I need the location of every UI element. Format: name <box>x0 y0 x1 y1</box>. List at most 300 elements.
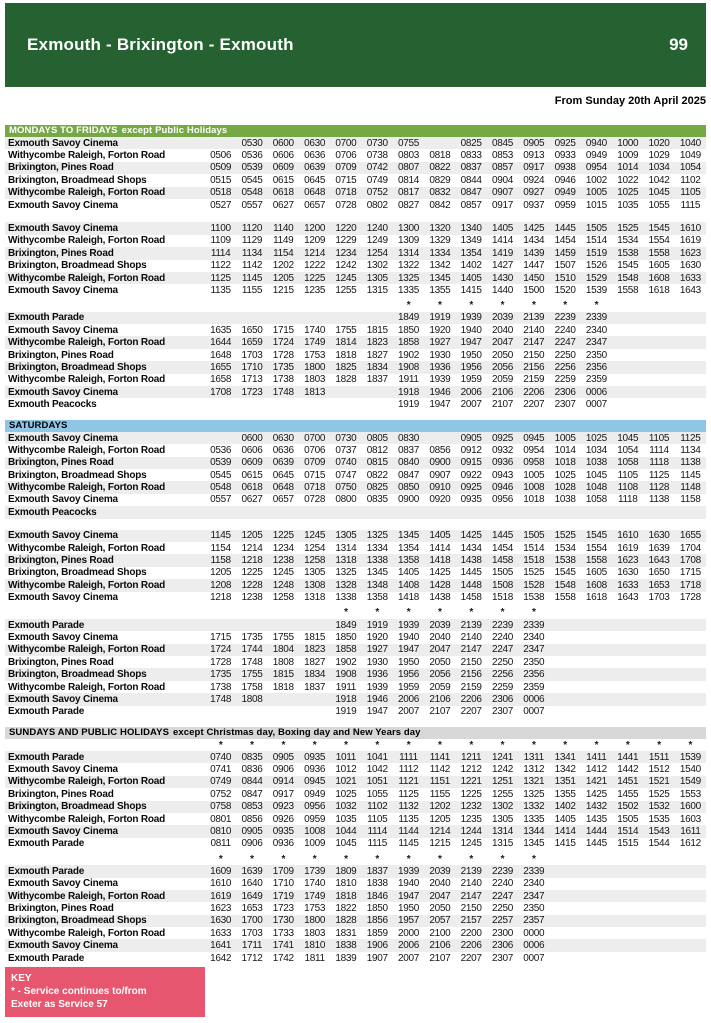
time-cell: 1611 <box>680 826 701 838</box>
time-cell: 2007 <box>398 706 420 718</box>
time-cell: 0817 <box>398 187 420 199</box>
stop-name: Brixington, Pines Road <box>8 247 114 259</box>
time-cell: 0912 <box>460 444 482 456</box>
time-cell: 2140 <box>523 324 545 336</box>
table-row <box>5 284 706 296</box>
time-cell: 0548 <box>210 482 232 494</box>
asterisk-marker: * <box>657 739 661 751</box>
time-cell: 0606 <box>272 150 294 162</box>
time-cell: 1534 <box>617 235 639 247</box>
time-cell: 1858 <box>398 337 420 349</box>
time-cell: 1238 <box>241 592 263 604</box>
time-cell: 1919 <box>366 619 388 631</box>
asterisk-marker: * <box>563 739 567 751</box>
time-cell: 0853 <box>241 801 263 813</box>
time-cell: 2256 <box>491 669 513 681</box>
time-cell: 1712 <box>241 952 263 964</box>
time-cell: 1710 <box>272 878 294 890</box>
time-cell: 1911 <box>335 681 357 693</box>
time-cell: 1154 <box>210 542 231 554</box>
time-cell: 1302 <box>366 260 388 272</box>
time-cell: 0718 <box>304 482 326 494</box>
time-cell: 1118 <box>617 494 638 506</box>
time-cell: 1643 <box>648 555 670 567</box>
time-cell: 1058 <box>585 494 607 506</box>
time-cell: 0949 <box>585 150 607 162</box>
time-cell: 0924 <box>523 174 545 186</box>
time-cell: 2359 <box>523 681 545 693</box>
time-cell: 1425 <box>523 223 545 235</box>
time-cell: 1738 <box>210 681 232 693</box>
time-cell: 1603 <box>679 813 701 825</box>
time-cell: 2239 <box>491 619 513 631</box>
time-cell: 1048 <box>585 482 607 494</box>
time-cell: 0518 <box>210 187 232 199</box>
stop-name: Brixington, Broadmead Shops <box>8 801 147 813</box>
time-cell: 0822 <box>429 162 451 174</box>
time-cell: 1445 <box>554 223 576 235</box>
time-cell: 1055 <box>366 788 388 800</box>
stop-name: Withycombe Raleigh, Forton Road <box>8 187 166 199</box>
time-cell: 1849 <box>398 312 420 324</box>
time-cell: 1749 <box>304 337 326 349</box>
time-cell: 1538 <box>523 592 545 604</box>
time-cell: 0822 <box>366 469 388 481</box>
time-cell: 0545 <box>210 469 232 481</box>
time-cell: 0706 <box>335 150 357 162</box>
time-cell: 1355 <box>554 788 576 800</box>
time-cell: 1458 <box>491 555 513 567</box>
time-cell: 0545 <box>241 174 263 186</box>
asterisk-marker: * <box>469 853 473 865</box>
time-cell: 1850 <box>398 324 420 336</box>
time-cell: 1332 <box>523 801 545 813</box>
time-cell: 1630 <box>648 530 670 542</box>
asterisk-marker: * <box>500 853 505 865</box>
time-cell: 1020 <box>648 137 670 149</box>
time-cell: 1711 <box>241 940 263 952</box>
time-cell: 1505 <box>491 567 513 579</box>
time-cell: 1325 <box>335 567 357 579</box>
time-cell: 1114 <box>210 247 231 259</box>
time-cell: 1740 <box>304 878 326 890</box>
time-cell: 1619 <box>617 542 639 554</box>
section-weekdays <box>5 125 706 411</box>
table-row <box>5 199 706 211</box>
time-cell: 1920 <box>366 631 388 643</box>
time-cell: 1320 <box>429 223 451 235</box>
table-row <box>5 763 706 775</box>
time-cell: 1545 <box>648 223 670 235</box>
table-row <box>5 592 706 604</box>
time-cell: 2247 <box>554 337 576 349</box>
stop-name: Exmouth Parade <box>8 619 85 631</box>
time-cell: 1518 <box>523 555 545 567</box>
time-cell: 1425 <box>585 788 607 800</box>
section-header-saturdays <box>5 420 706 432</box>
time-cell: 1939 <box>460 312 482 324</box>
asterisk-marker: * <box>469 300 473 312</box>
time-cell: 1858 <box>335 644 357 656</box>
asterisk-marker: * <box>438 853 442 865</box>
time-cell: 0935 <box>304 751 326 763</box>
time-cell: 0837 <box>398 444 420 456</box>
time-cell: 1249 <box>366 235 388 247</box>
time-cell: 1345 <box>429 272 451 284</box>
time-cell: 0940 <box>585 137 607 149</box>
time-cell: 1102 <box>367 801 388 813</box>
time-cell: 1045 <box>335 838 357 850</box>
time-cell: 1021 <box>335 776 357 788</box>
time-cell: 1325 <box>523 788 545 800</box>
time-cell: 1415 <box>554 838 576 850</box>
time-cell: 1425 <box>460 530 482 542</box>
time-cell: 1428 <box>429 579 451 591</box>
time-cell: 1054 <box>679 162 701 174</box>
time-cell: 1115 <box>680 199 701 211</box>
time-cell: 0915 <box>460 457 482 469</box>
time-cell: 2356 <box>523 669 545 681</box>
table-row <box>5 336 706 348</box>
time-cell: 2240 <box>554 324 576 336</box>
time-cell: 1709 <box>272 865 294 877</box>
time-cell: 1125 <box>398 788 419 800</box>
stop-name: Exmouth Savoy Cinema <box>8 764 118 776</box>
table-row <box>5 324 706 336</box>
time-cell: 0606 <box>241 444 263 456</box>
time-cell: 1649 <box>241 890 263 902</box>
time-cell: 1748 <box>210 693 232 705</box>
time-cell: 1118 <box>649 457 669 469</box>
time-cell: 0609 <box>241 457 263 469</box>
time-cell: 1827 <box>366 349 388 361</box>
stop-name: Exmouth Savoy Cinema <box>8 386 118 398</box>
time-cell: 2307 <box>491 706 513 718</box>
time-cell: 1205 <box>210 567 232 579</box>
time-cell: 0000 <box>523 927 545 939</box>
time-cell: 1120 <box>241 223 263 235</box>
time-cell: 1218 <box>210 592 232 604</box>
time-cell: 2257 <box>491 915 513 927</box>
time-cell: 1815 <box>366 324 388 336</box>
time-cell: 1635 <box>210 324 232 336</box>
time-cell: 1655 <box>679 530 701 542</box>
time-cell: 1643 <box>617 592 639 604</box>
asterisk-marker: * <box>625 739 630 751</box>
time-cell: 0639 <box>304 162 326 174</box>
time-cell: 1724 <box>210 644 232 656</box>
time-cell: 1212 <box>460 764 482 776</box>
time-cell: 1358 <box>366 592 388 604</box>
time-cell: 0747 <box>335 469 357 481</box>
time-cell: 1215 <box>272 284 294 296</box>
time-cell: 1808 <box>272 656 294 668</box>
stop-name: Brixington, Broadmead Shops <box>8 669 147 681</box>
time-cell: 0956 <box>491 494 513 506</box>
time-cell: 0557 <box>210 494 232 506</box>
time-cell: 2039 <box>491 312 513 324</box>
time-cell: 1242 <box>491 764 513 776</box>
time-cell: 1148 <box>680 482 701 494</box>
time-cell: 1538 <box>554 555 576 567</box>
time-cell: 1919 <box>335 706 357 718</box>
time-cell: 2340 <box>523 878 545 890</box>
time-cell: 1242 <box>335 260 357 272</box>
time-cell: 1235 <box>304 284 326 296</box>
time-cell: 1809 <box>335 865 357 877</box>
time-cell: 1225 <box>304 272 326 284</box>
time-cell: 1125 <box>210 272 231 284</box>
table-row <box>5 554 706 566</box>
time-cell: 1919 <box>398 399 420 411</box>
time-cell: 0907 <box>429 469 451 481</box>
time-cell: 1025 <box>335 788 357 800</box>
time-cell: 1710 <box>241 361 263 373</box>
time-cell: 0938 <box>554 162 576 174</box>
time-cell: 1442 <box>617 764 639 776</box>
time-cell: 1558 <box>648 247 670 259</box>
time-cell: 1425 <box>429 567 451 579</box>
time-cell: 0718 <box>335 187 357 199</box>
time-cell: 1402 <box>554 801 576 813</box>
time-cell: 1950 <box>460 349 482 361</box>
time-cell: 0800 <box>335 494 357 506</box>
time-cell: 1608 <box>585 579 607 591</box>
time-cell: 1225 <box>241 567 263 579</box>
time-cell: 0842 <box>429 199 451 211</box>
route-banner <box>5 3 706 87</box>
time-cell: 1255 <box>335 284 357 296</box>
section-subtitle: except Christmas day, Boxing day and New Years day <box>173 727 421 739</box>
time-cell: 1321 <box>523 776 545 788</box>
time-cell: 1125 <box>680 432 701 444</box>
time-cell: 0937 <box>523 199 545 211</box>
table-row <box>5 631 706 643</box>
time-cell: 1345 <box>366 567 388 579</box>
stop-name: Exmouth Savoy Cinema <box>8 223 118 235</box>
time-cell: 1849 <box>335 619 357 631</box>
time-cell: 0923 <box>272 801 294 813</box>
time-cell: 1300 <box>398 223 420 235</box>
stop-name: Withycombe Raleigh, Forton Road <box>8 272 166 284</box>
time-cell: 1718 <box>679 579 701 591</box>
departure-block <box>5 300 706 411</box>
time-cell: 1505 <box>523 530 545 542</box>
time-cell: 1100 <box>210 223 231 235</box>
time-cell: 2306 <box>554 386 576 398</box>
time-cell: 1342 <box>554 764 576 776</box>
time-cell: 1132 <box>398 801 419 813</box>
time-cell: 1135 <box>398 813 419 825</box>
time-cell: 1255 <box>491 788 513 800</box>
time-cell: 2107 <box>429 706 451 718</box>
time-cell: 1225 <box>460 788 482 800</box>
time-cell: 0935 <box>460 494 482 506</box>
time-cell: 1314 <box>491 826 513 838</box>
time-cell: 1859 <box>366 927 388 939</box>
time-cell: 1703 <box>241 349 263 361</box>
time-cell: 2250 <box>491 903 513 914</box>
time-cell: 1950 <box>398 903 420 914</box>
stop-name: Exmouth Parade <box>8 952 85 964</box>
time-cell: 1345 <box>398 530 420 542</box>
time-cell: 1719 <box>272 890 294 902</box>
table-row <box>5 813 706 825</box>
asterisk-marker: * <box>500 300 505 312</box>
time-cell: 1035 <box>617 199 639 211</box>
time-cell: 1342 <box>429 260 451 272</box>
time-cell: 1318 <box>304 592 326 604</box>
time-cell: 1018 <box>523 494 545 506</box>
time-cell: 1605 <box>648 260 670 272</box>
time-cell: 0740 <box>335 457 357 469</box>
time-cell: 1939 <box>398 865 420 877</box>
time-cell: 1138 <box>648 494 670 506</box>
time-cell: 1500 <box>523 284 545 296</box>
time-cell: 1936 <box>366 669 388 681</box>
time-cell: 1534 <box>554 542 576 554</box>
asterisk-marker: * <box>688 739 693 751</box>
table-row <box>5 865 706 877</box>
time-cell: 0527 <box>210 199 232 211</box>
asterisk-marker: * <box>469 739 473 751</box>
time-cell: 0700 <box>304 432 326 444</box>
time-cell: 1419 <box>491 247 513 259</box>
table-row <box>5 579 706 591</box>
time-cell: 2250 <box>554 349 576 361</box>
time-cell: 0758 <box>210 801 232 813</box>
time-cell: 1554 <box>648 235 670 247</box>
time-cell: 0627 <box>241 494 263 506</box>
time-cell: 1930 <box>429 349 451 361</box>
time-cell: 1813 <box>304 386 326 398</box>
stop-name: Exmouth Parade <box>8 706 85 718</box>
time-cell: 2240 <box>491 631 513 643</box>
time-cell: 1128 <box>648 482 670 494</box>
time-cell: 1738 <box>272 374 294 386</box>
time-cell: 0006 <box>523 693 545 705</box>
time-cell: 2107 <box>429 952 451 964</box>
time-cell: 2250 <box>491 656 513 668</box>
time-cell: 1619 <box>210 890 232 902</box>
asterisk-marker: * <box>344 739 348 751</box>
time-cell: 1205 <box>241 530 263 542</box>
time-cell: 1049 <box>679 150 701 162</box>
time-cell: 1535 <box>648 813 670 825</box>
time-cell: 1950 <box>398 656 420 668</box>
table-row <box>5 149 706 161</box>
stop-name: Withycombe Raleigh, Forton Road <box>8 927 166 939</box>
time-cell: 1034 <box>585 444 607 456</box>
time-cell: 0636 <box>304 150 326 162</box>
table-row <box>5 890 706 902</box>
time-cell: 1229 <box>335 235 357 247</box>
asterisk-marker: * <box>344 607 348 619</box>
time-cell: 0752 <box>366 187 388 199</box>
stop-name: Withycombe Raleigh, Forton Road <box>8 374 166 386</box>
time-cell: 1414 <box>554 826 576 838</box>
time-cell: 2259 <box>554 374 576 386</box>
time-cell: 0648 <box>272 482 294 494</box>
time-cell: 1808 <box>241 693 263 705</box>
stop-name: Exmouth Savoy Cinema <box>8 631 118 643</box>
time-cell: 1238 <box>272 555 294 567</box>
time-cell: 1335 <box>523 813 545 825</box>
table-row <box>5 681 706 693</box>
stop-name: Exmouth Savoy Cinema <box>8 432 118 444</box>
time-cell: 1514 <box>585 235 607 247</box>
time-cell: 1105 <box>367 813 388 825</box>
time-cell: 2007 <box>398 952 420 964</box>
time-cell: 1458 <box>460 592 482 604</box>
time-cell: 0833 <box>460 150 482 162</box>
time-cell: 0847 <box>398 469 420 481</box>
time-cell: 1525 <box>648 788 670 800</box>
time-cell: 1940 <box>398 631 420 643</box>
time-cell: 1222 <box>304 260 326 272</box>
table-row <box>5 506 706 518</box>
time-cell: 2047 <box>491 337 513 349</box>
time-cell: 0954 <box>523 444 545 456</box>
time-cell: 1814 <box>335 337 357 349</box>
time-cell: 1834 <box>304 669 326 681</box>
time-cell: 2006 <box>398 693 420 705</box>
time-cell: 1735 <box>241 631 263 643</box>
time-cell: 0539 <box>241 162 263 174</box>
table-row <box>5 788 706 800</box>
time-cell: 1451 <box>617 776 639 788</box>
time-cell: 1648 <box>210 349 232 361</box>
time-cell: 2159 <box>460 681 482 693</box>
time-cell: 1009 <box>304 838 326 850</box>
stop-name: Exmouth Peacocks <box>8 399 97 411</box>
time-cell: 0639 <box>272 457 294 469</box>
time-cell: 1349 <box>460 235 482 247</box>
time-cell: 0715 <box>335 174 357 186</box>
time-cell: 0530 <box>241 137 263 149</box>
time-cell: 1045 <box>617 432 639 444</box>
time-cell: 1034 <box>648 162 670 174</box>
time-cell: 1539 <box>585 284 607 296</box>
table-row <box>5 374 706 386</box>
time-cell: 1155 <box>241 284 263 296</box>
table-row <box>5 801 706 813</box>
time-cell: 0818 <box>429 150 451 162</box>
time-cell: 1108 <box>617 482 638 494</box>
time-cell: 0844 <box>241 776 263 788</box>
time-cell: 1025 <box>617 187 639 199</box>
time-cell: 1630 <box>617 567 639 579</box>
time-cell: 0715 <box>304 469 326 481</box>
time-cell: 1748 <box>241 656 263 668</box>
time-cell: 0801 <box>210 813 232 825</box>
time-cell: 1956 <box>398 669 420 681</box>
time-cell: 1947 <box>460 337 482 349</box>
time-cell: 1012 <box>335 764 357 776</box>
table-row <box>5 222 706 234</box>
time-cell: 1704 <box>679 542 701 554</box>
time-cell: 0845 <box>491 137 513 149</box>
time-cell: 0905 <box>523 137 545 149</box>
time-cell: 0847 <box>241 788 263 800</box>
time-cell: 1055 <box>648 199 670 211</box>
time-cell: 1105 <box>680 187 701 199</box>
time-cell: 1700 <box>241 915 263 927</box>
time-cell: 0905 <box>241 826 263 838</box>
time-cell: 0645 <box>272 469 294 481</box>
time-cell: 1208 <box>210 579 232 591</box>
time-cell: 1708 <box>210 386 232 398</box>
